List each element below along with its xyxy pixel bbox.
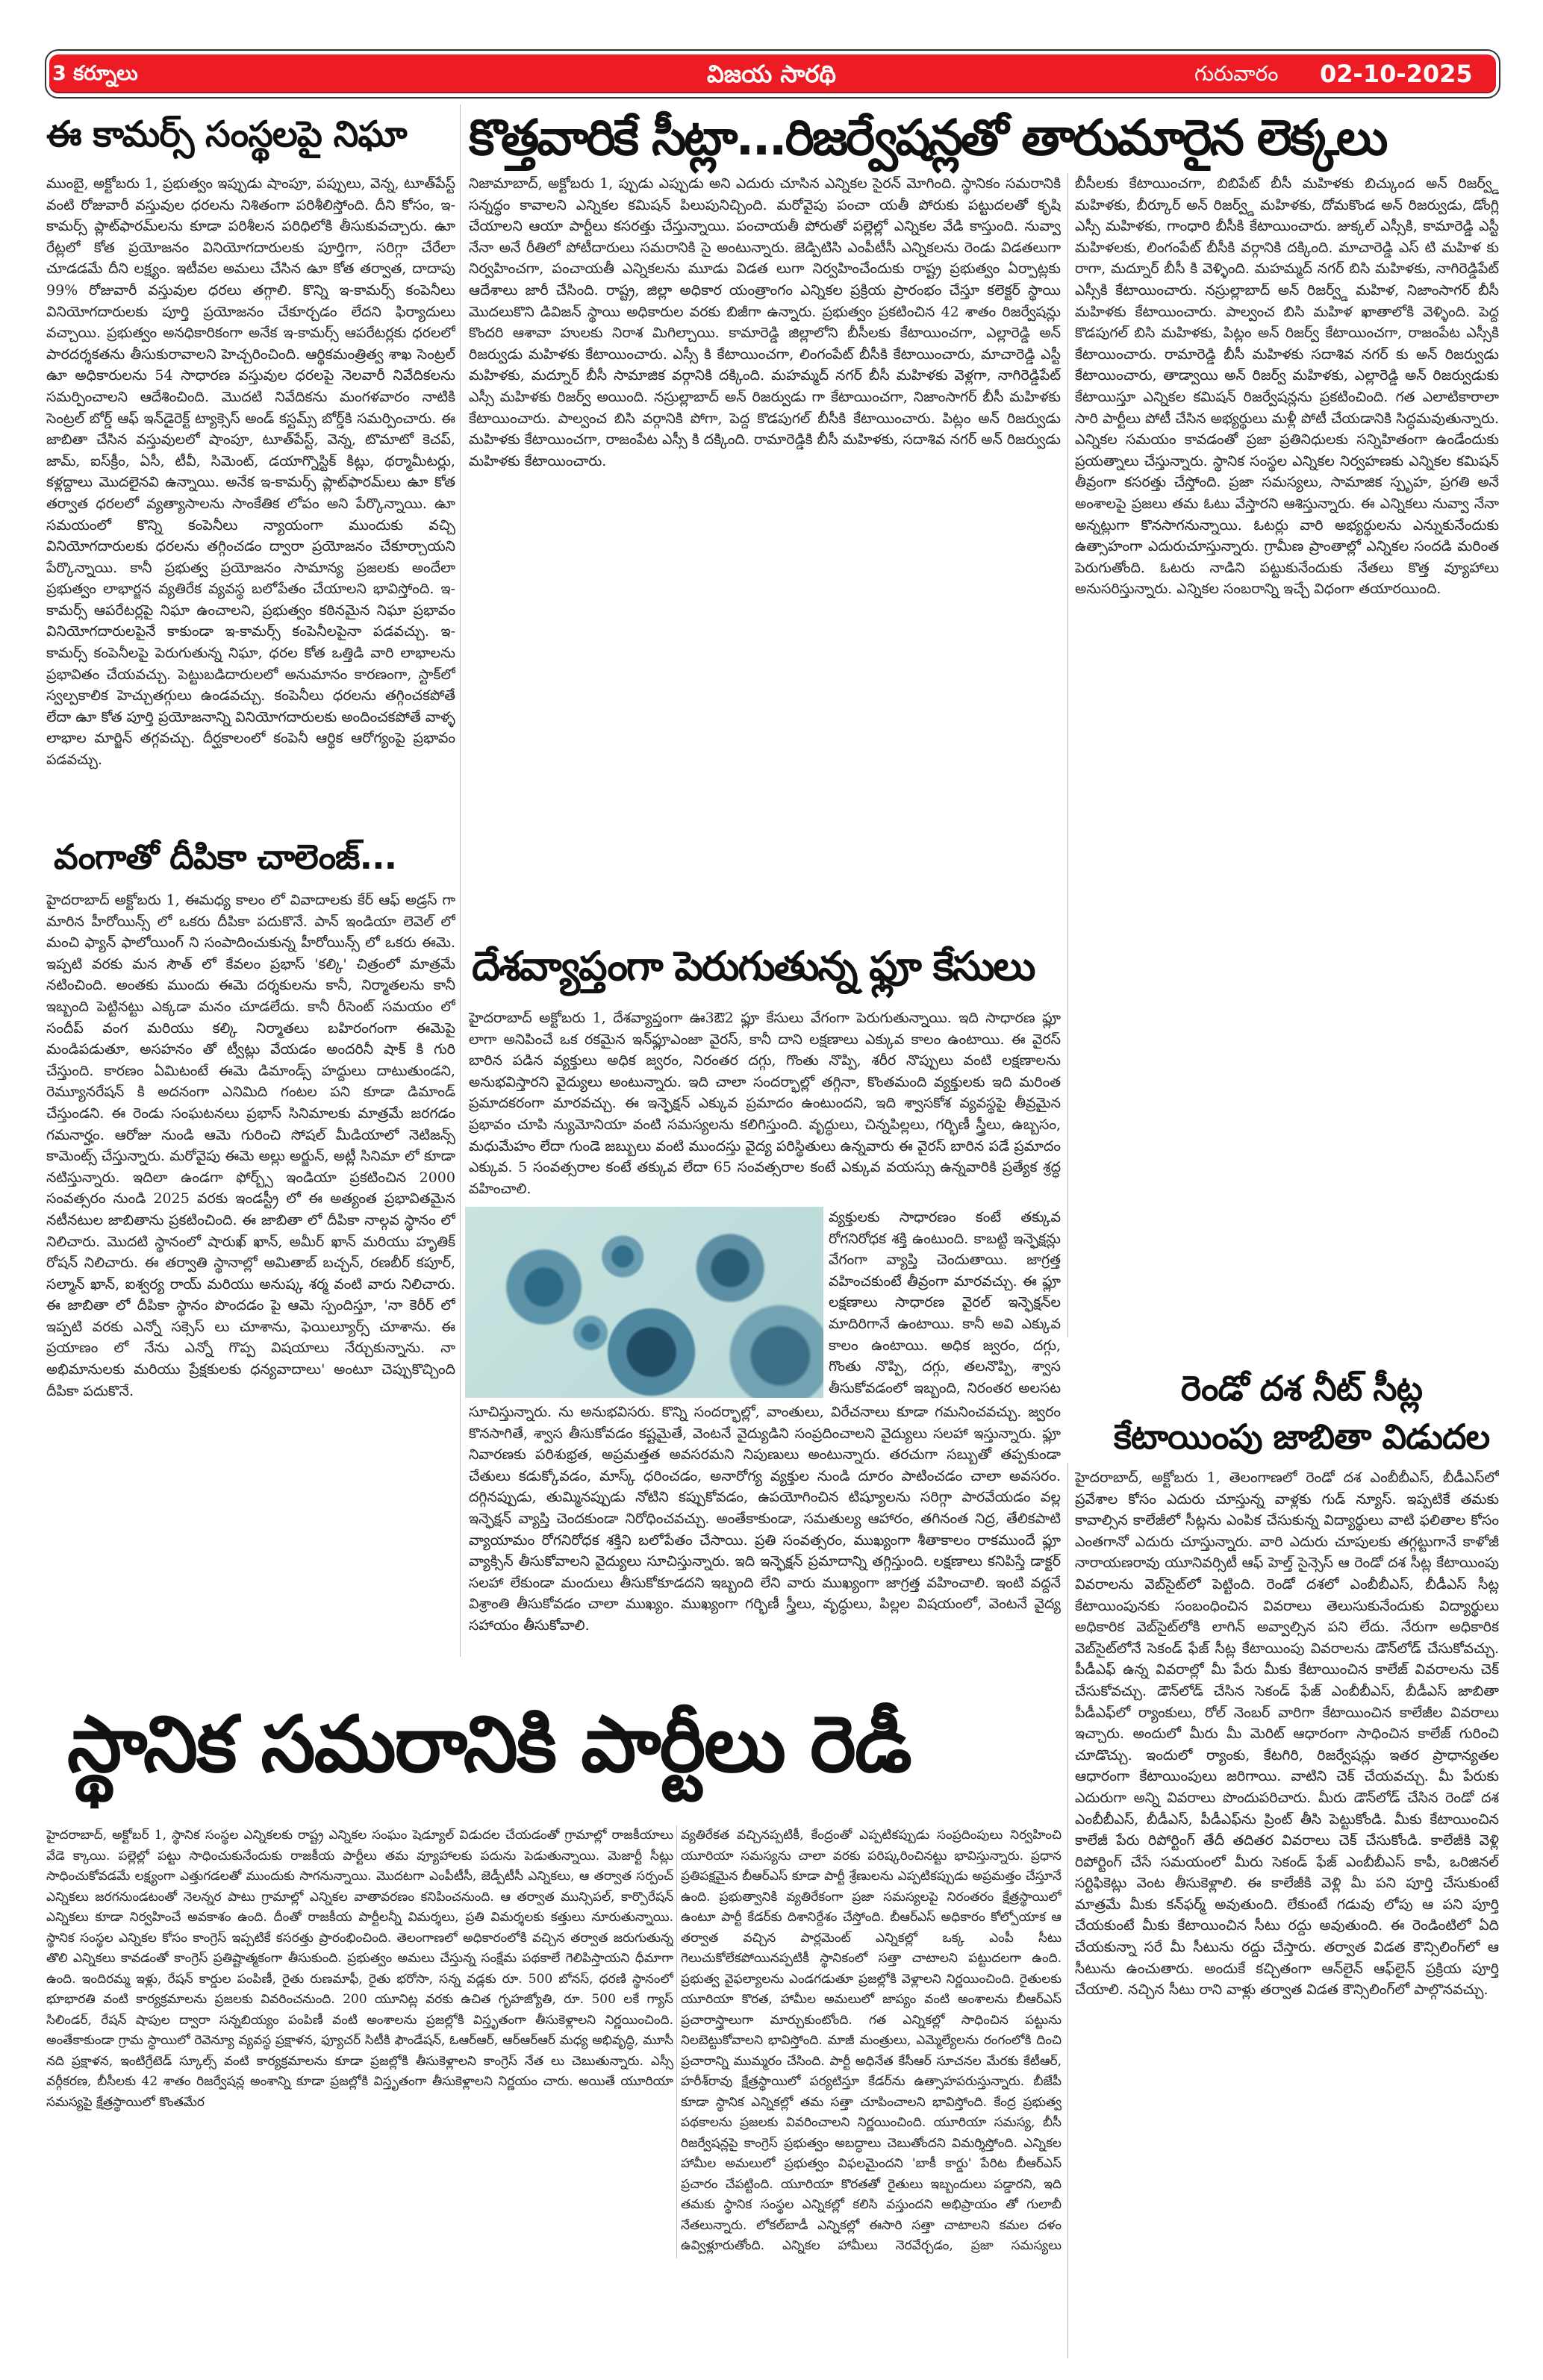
deepika-body: హైదరాబాద్ అక్టోబరు 1, ఈమధ్య కాలం లో వివాదాలకు కేర్ ఆఫ్ అడ్రస్ గా మారిన హీరోయిన్స్ లో ఒకరు దీపికా పదుకొనే. పాన్ ఇండియా లెవెల్ లో మంచి ఫ్యాన్ ఫాలోయింగ్ ని సంపాదించుకున్న హీరోయిన్స్ లో ఒకరు ఈమె. ఇప్పటి వరకు మన సౌత్ లో కేవలం ప్రభాస్ 'కల్కి' చిత్రంలో మాత్రమే నటించింది. అంతకు ముందు ఈమె దర్శకులను కానీ, నిర్మాతలను కానీ ఇబ్బంది పెట్టినట్టు ఎక్కడా మనం చూడలేదు. కానీ రీసెంట్ సమయం లో సందీప్ వంగ మరియు కల్కి నిర్మాతలు బహిరంగంగా ఈమెపై మండిపడుతూ, అసహనం తో ట్వీట్లు వేయడం అందరినీ షాక్ కి గురి చేస్తుంది. కారణం ఏమిటంటే ఈమె డిమాండ్స్ హద్దులు దాటుతుండని, రెమ్యూనరేషన్ కి అదనంగా ఎనిమిది గంటల పని కూడా డిమాండ్ చేస్తుండని. ఈ రెండు సంఘటనలు ప్రభాస్ సినిమాలకు మాత్రమే జరగడం గమనార్హం. ఆరోజు నుండి ఆమె గురించి సోషల్ మీడియాలో నెటిజన్స్ కామెంట్స్ చేస్తున్నారు. మరోవైపు ఈమె అల్లు అర్జున్, అట్లీ సినిమా లో కూడా నటిస్తున్నారు. ఇదిలా ఉండగా ఫోర్బ్స్ ఇండియా ప్రకటించిన 2000 సంవత్సరం నుండి 2025 వరకు ఇండస్ట్రీ లో ఈ అత్యంత ప్రభావితమైన నటీనటుల జాబితాను ప్రకటించింది. ఈ జాబితా లో దీపికా నాల్గవ స్థానం లో నిలిచారు. మొదటి స్థానంలో షారుఖ్ ఖాన్, అమీర్ ఖాన్ మరియు హృతిక్ రోషన్ నిలిచారు. ఈ తర్వాతి స్థానాల్లో అమితాబ్ బచ్చన్, రణబీర్ కపూర్, సల్మాన్ ఖాన్, ఐశ్వర్య రాయ్ మరియు అనుష్క శర్మ వంటి వారు నిలిచారు. ఈ జాబితా లో దీపికా స్థానం పొందడం పై ఆమె స్పందిస్తూ, 'నా కెరీర్ లో ఇప్పటి వరకు ఎన్నో సక్సెస్ లు చూశాను, ఫెయిల్యూర్స్ చూశాను. ఈ ప్రయాణం లో నేను ఎన్నో గొప్ప విషయాలు నేర్చుకున్నాను. నా అభిమానులకు మరియు ప్రేక్షకులకు ధన్యవాదాలు' అంటూ చెప్పుకొచ్చింది దీపికా పదుకొనే. [46,892,455,1399]
page-day: గురువారం [1194,61,1279,86]
reservations-body-continued: బీసీలకు కేటాయించగా, బిబిపేట్ బీసీ మహిళకు బిచ్కుంద అన్ రిజర్వ్డ్ మహిళకు, బీర్కూర్ అన్ రిజర్వ్డ్ మహిళకు, దోమకొండ అన్ రిజర్వుడు, డోంగ్లి ఎస్సీ మహిళకు, గాంధారి బీసీకి కేటాయించారు. జుక్కల్ ఎస్సీకి, కామారెడ్డి ఎస్టీ మహిళలకు, లింగంపేట్ బీసీకి వర్గానికి దక్కింది. మాచారెడ్డి ఎస్ టి మహిళ కు రాగా, మద్నూర్ బీసీ కి వెళ్ళింది. మహమ్మద్ నగర్ బిసి మహిళకు, నాగిరెడ్డిపేట్ ఎస్సీకి కేటాయించారు. నస్రుల్లాబాద్ అన్ రిజర్వ్డ్ మహిళ, నిజాంసాగర్ బీసీ మహిళకు కేటాయించారు. పాల్వంచ బిసి మహిళ ఖాతాలోకి వెళ్ళింది. పెద్ద కొడపుగల్ బిసి మహిళకు, పిట్లం అన్ రిజర్వ్ కేటాయించగా, రాజంపేట ఎస్సీకి కేటాయించారు. రామారెడ్డి బీసీ మహిళకు సదాశివ నగర్ కు అన్ రిజర్వుడు కేటాయించారు, తాడ్వాయి అన్ రిజర్వ్ మహిళకు, ఎల్లారెడ్డి అన్ రిజర్వుడుకు కేటాయిస్తూ ఎన్నికల కమిషన్ రిజర్వేషన్లను ప్రకటించింది. గత ఎలాటికారాలా సారి పార్టీలు పోటీ చేసిన అభ్యర్థులు మళ్లీ పోటీ చేయడానికి సిద్ధమవుతున్నారు. ఎన్నికల సమయం కావడంతో ప్రజా ప్రతినిధులకు సన్నిహితంగా ఉండేందుకు ప్రయత్నాలు చేస్తున్నారు. స్థానిక సంస్థల ఎన్నికల నిర్వహణకు ఎన్నికల కమిషన్ తీవ్రంగా కసరత్తు చేస్తోంది. ప్రజా సమస్యలు, సామాజిక స్పృహ, ప్రగతి అనే అంశాలపై ప్రజలు తమ ఓటు వేస్తారని ఆశిస్తున్నారు. ఈ ఎన్నికలు నువ్వా నేనా అన్నట్లుగా కొనసాగనున్నాయి. ఓటర్లు వారి అభ్యర్థులను ఎన్నుకునేందుకు ఉత్సాహంగా ఎదురుచూస్తున్నారు. గ్రామీణ ప్రాంతాల్లో ఎన్నికల సందడి మరింత పెరుగుతోంది. ఓటరు నాడిని పట్టుకునేందుకు నేతలు కొత్త వ్యూహాలు అనుసరిస్తున్నారు. ఎన్నికల సంబరాన్ని ఇచ్చే విధంగా తయారయింది. [1075,175,1499,598]
virus-photo [465,1207,823,1398]
local-polls-headline: స్థానిక సమరానికి పార్టీలు రెడీ [67,1699,911,1790]
column-rule [1067,1463,1068,2358]
page-date: 02-10-2025 [1320,60,1473,88]
flu-body-side: వ్యక్తులకు సాధారణం కంటే తక్కువ రోగనిరోధక శక్తి ఉంటుంది. కాబట్టి ఇన్ఫెక్షన్లు వేగంగా వ్యాప్తి చెందుతాయి. జాగ్రత్త వహించకుంటే తీవ్రంగా మారవచ్చు. ఈ ఫ్లూ లక్షణాలు సాధారణ వైరల్ ఇన్ఫెక్షన్‌ల మాదిరిగానే ఉంటాయి. కానీ అవి ఎక్కువ కాలం ఉంటాయి. అధిక జ్వరం, దగ్గు, గొంతు నొప్పి, దగ్గు, తలనొప్పి, శ్వాస తీసుకోవడంలో ఇబ్బంది, నిరంతర అలసట [829,1209,1061,1396]
ecommerce-body: ముంబై, అక్టోబరు 1, ప్రభుత్వం ఇప్పుడు షాంపూ, పప్పులు, వెన్న, టూత్‌పేస్ట్ వంటి రోజువారీ వస్తువుల ధరలను నిశితంగా పరిశీలిస్తోంది. దీని కోసం, ఇ-కామర్స్ ప్లాట్‌ఫారమ్‌లను కూడా పరిశీలన పరిధిలోకి తీసుకువచ్చారు. ఉూ రేట్లలో కోత ప్రయోజనం వినియోగదారులకు పూర్తిగా, సరిగ్గా చేరేలా చూడడమే దీని లక్ష్యం. ఇటీవల అమలు చేసిన ఉూ కోత తర్వాత, దాదాపు 99% రోజువారీ వస్తువుల ధరలు తగ్గాలి. కొన్ని ఇ-కామర్స్ కంపెనీలు వినియోగదారులకు పూర్తి ప్రయోజనం చేకూర్చడం లేదని ఫిర్యాదులు వచ్చాయి. ప్రభుత్వం అనధికారికంగా అనేక ఇ-కామర్స్ ఆపరేటర్లకు ధరలలో పారదర్శకతను తీసుకురావాలని హెచ్చరించింది. ఆర్థికమంత్రిత్వ శాఖ సెంట్రల్ ఉూ అధికారులను 54 సాధారణ వస్తువుల ధరలపై నెలవారీ నివేదికలను సమర్పించాలని ఆదేశించింది. మొదటి నివేదికను మంగళవారం నాటికి సెంట్రల్ బోర్డ్ ఆఫ్ ఇన్‌డైరెక్ట్ ట్యాక్సెస్ అండ్ కస్టమ్స్ బోర్డ్‌కి సమర్పించారు. ఈ జాబితా చేసిన వస్తువులలో షాంపూ, టూత్‌పేస్ట్, వెన్న, టొమాటో కెచప్, జామ్, ఐస్‌క్రీం, ఏసీ, టీవీ, సిమెంట్, డయాగ్నొస్టిక్ కిట్లు, థర్మామీటర్లు, కళ్లద్దాలు మొదలైనవి ఉన్నాయి. అనేక ఇ-కామర్స్ ప్లాట్‌ఫారమ్‌లు ఉూ కోత తర్వాత ధరలలో వ్యత్యాసాలను సాంకేతిక లోపం అని పేర్కొన్నాయి. ఉూ సమయంలో కొన్ని కంపెనీలు న్యాయంగా ముందుకు వచ్చి వినియోగదారులకు ధరలను తగ్గించడం ద్వారా ప్రయోజనం చేకూర్చాయని పేర్కొన్నాయి. కానీ ప్రభుత్వ ప్రయోజనం సామాన్య ప్రజలకు అందేలా ప్రభుత్వం లాభార్జన వ్యతిరేక వ్యవస్థ బలోపేతం చేయాలని భావిస్తోంది. ఇ-కామర్స్ ఆపరేటర్లపై నిఘా ఉంచాలని, ప్రభుత్వం కఠినమైన నిఘా ప్రభావం వినియోగదారులపైనే కాకుండా ఇ-కామర్స్ కంపెనీలపైనా పడవచ్చు. ఇ-కామర్స్ కంపెనీలపై పెరుగుతున్న నిఘా, ధరల కోత ఒత్తిడి వారి లాభాలను ప్రభావితం చేయవచ్చు. పెట్టుబడిదారులలో అనుమానం కారణంగా, స్టాక్‌లో స్వల్పకాలిక హెచ్చుతగ్గులు ఉండవచ్చు. కంపెనీలు ధరలను తగ్గించకపోతే లేదా ఉూ కోత పూర్తి ప్రయోజనాన్ని వినియోగదారులకు అందించకపోతే వాళ్ళ లాభాల మార్జిన్ తగ్గవచ్చు. దీర్ఘకాలంలో కంపెనీ ఆర్థిక ఆరోగ్యంపై ప్రభావం పడవచ్చు. [46,175,455,769]
flu-headline: దేశవ్యాప్తంగా పెరుగుతున్న ఫ్లూ కేసులు [472,943,1035,990]
reservations-body: నిజామాబాద్, అక్టోబరు 1, ప్పుడు ఎప్పుడు అని ఎదురు చూసిన ఎన్నికల సైరన్ మోగింది. స్థానికం సమరానికి సన్నద్ధం కావాలని ఎన్నికల కమిషన్ పిలుపునిచ్చింది. మరోవైపు పంచా యతీ పోరుకు పట్టుదలతో కృషి చేయాలని ఆయా పార్టీలు కసరత్తు చేస్తున్నాయి. పంచాయతీ పోరుతో పల్లెల్లో ఎన్నికల వేడి కాస్తుంది. నువ్వా నేనా అనే రీతిలో పోటీదారులు సమరానికి సై అంటున్నారు. జెడ్పిటిసి ఎంపీటీసీ ఎన్నికలను రెండు విడతలుగా నిర్వహించగా, పంచాయతీ ఎన్నికలను మూడు విడత లుగా నిర్వహించేందుకు రాష్ట్ర ప్రభుత్వం ఏర్పాట్లకు ఆదేశాలు జారీ చేసింది. రాష్ట్ర, జిల్లా అధికార యంత్రాంగం ఎన్నికల ప్రక్రియ ప్రారంభం చేస్తూ కలెక్టర్ స్థాయి మొదలుకొని డివిజన్ స్థాయి అధికారుల వరకు బిజీగా ఉన్నారు. ప్రభుత్వం ప్రకటించిన 42 శాతం రిజర్వేషన్లు కొందరి ఆశావా హులకు నిరాశ మిగిల్చాయి. కామారెడ్డి జిల్లాలోని బీసీలకు కేటాయించగా, ఎల్లారెడ్డి అన్ రిజర్వుడు మహిళకు కేటాయించారు. ఎస్సీ కి కేటాయించగా, లింగంపేట్ బీసీకి కేటాయించారు, మాచారెడ్డి ఎస్టీ మహిళకు, మద్నూర్ బీసీ సామాజిక వర్గానికి దక్కింది. మహమ్మద్ నగర్ బీసీ మహిళకు వెళ్లగా, నాగిరెడ్డిపేట్ ఎస్సీ మహిళకు రిజర్వ్ అయింది. నస్రుల్లాబాద్ అన్ రిజర్వుడు గా కేటాయించగా, నిజాంసాగర్ బీసీ మహిళకు కేటాయించారు. పాల్వంచ బిసి వర్గానికి పోగా, పెద్ద కొడపుగల్ బీసీకి కేటాయించారు. పిట్లం అన్ రిజర్వుడు మహిళకు కేటాయించగా, రాజంపేట ఎస్సీ కి దక్కింది. రామారెడ్డికి బీసీ మహిళకు, సదాశివ నగర్ అన్ రిజర్వుడు మహిళకు కేటాయించారు. [469,175,1061,469]
column-rule [676,1825,677,2258]
flu-body-bottom: సూచిస్తున్నారు. ను అనుభవిసరు. కొన్ని సందర్భాల్లో, వాంతులు, విరేచనాలు కూడా గమనించవచ్చు. జ్వరం కొనసాగితే, శ్వాస తీసుకోవడం కష్టమైతే, వెంటనే వైద్యుడిని సంప్రదించాలని వైద్యులు సలహా ఇస్తున్నారు. ఫ్లూ నివారణకు పరిశుభ్రత, అప్రమత్తత అవసరమని నిపుణులు అంటున్నారు. తరచుగా సబ్బుతో తప్పకుండా చేతులు కడుక్కోవడం, మాస్క్ ధరించడం, అనారోగ్య వ్యక్తుల నుండి దూరం పాటించడం చాలా అవసరం. దగ్గినప్పుడు, తుమ్మినప్పుడు నోటిని కప్పుకోవడం, ఉపయోగించిన టిష్యూలను సరిగ్గా పారవేయడం వల్ల ఇన్ఫెక్షన్ వ్యాప్తి చెందకుండా నిరోధించవచ్చు. అంతేకాకుండా, సమతుల్య ఆహారం, తగినంత నిద్ర, తేలికపాటి వ్యాయామం రోగనిరోధక శక్తిని బలోపేతం చేసాయి. ప్రతి సంవత్సరం, ముఖ్యంగా శీతాకాలం రాకముందే ఫ్లూ వ్యాక్సిన్ తీసుకోవాలని వైద్యులు సూచిస్తున్నారు. ఇది ఇన్ఫెక్షన్ ప్రమాదాన్ని తగ్గిస్తుంది. లక్షణాలు కనిపిస్తే డాక్టర్ సలహా లేకుండా మందులు తీసుకోకూడదని ఇబ్బంది లేని వారు ముఖ్యంగా జాగ్రత్త వహించాలి. ఇంటి వద్దనే విశ్రాంతి తీసుకోవడం చాలా ముఖ్యం. ముఖ్యంగా గర్భిణీ స్త్రీలు, వృద్ధులు, పిల్లల విషయంలో, వెంటనే వైద్య సహాయం తీసుకోవాలి. [469,1404,1061,1634]
ecommerce-headline: ఈ కామర్స్ సంస్థలపై నిఘా [46,113,407,155]
flu-body-top: హైదరాబాద్ అక్టోబరు 1, దేశవ్యాప్తంగా ఊ3ఔ2 ఫ్లూ కేసులు వేగంగా పెరుగుతున్నాయి. ఇది సాధారణ ఫ్లూ లాగా అనిపించే ఒక రకమైన ఇన్‌ఫ్లూఎంజా వైరస్, కానీ దాని లక్షణాలు ఎక్కువ కాలం ఉంటాయి. ఈ వైరస్ బారిన పడిన వ్యక్తులు అధిక జ్వరం, నిరంతర దగ్గు, గొంతు నొప్పి, శరీర నొప్పులు వంటి లక్షణాలను అనుభవిస్తారని వైద్యులు అంటున్నారు. ఇది చాలా సందర్భాల్లో తగ్గినా, కొంతమంది వ్యక్తులకు ఇది మరింత ప్రమాదకరంగా మారవచ్చు. ఈ ఇన్ఫెక్షన్ ఎక్కువ ప్రమాదం ఉంటుందని, ఇది శ్వాసకోశ వ్యవస్థపై తీవ్రమైన ప్రభావం చూపి న్యుమోనియా వంటి సమస్యలను కలిగిస్తుంది. వృద్ధులు, చిన్నపిల్లలు, గర్భిణీ స్త్రీలు, ఉబ్బసం, మధుమేహం లేదా గుండె జబ్బులు వంటి ముందస్తు వైద్య పరిస్థితులు ఉన్నవారు ఈ వైరస్ బారిన పడే ప్రమాదం ఎక్కువ. 5 సంవత్సరాల కంటే తక్కువ లేదా 65 సంవత్సరాల కంటే ఎక్కువ వయస్సు ఉన్నవారికి ప్రత్యేక శ్రద్ధ వహించాలి. [469,1010,1061,1197]
column-rule [1067,173,1068,1337]
column-rule [460,104,461,1657]
neet-headline-line1: రెండో దశ నీట్ సీట్ల [1180,1368,1423,1408]
deepika-headline: వంగాతో దీపికా చాలెంజ్... [54,837,397,877]
local-polls-body-col2: వ్యతిరేకత వచ్చినప్పటికీ, కేంద్రంతో ఎప్పటికప్పుడు సంప్రదింపులు నిర్వహించి యూరియా సమస్యను చాలా వరకు పరిష్కరించినట్టు భావిస్తున్నారు. ప్రధాన ప్రతిపక్షమైన బీఆర్ఎస్ కూడా పార్టీ శ్రేణులను ఎప్పటికప్పుడు అప్రమత్తం చేస్తూనే ఉంది. ప్రభుత్వానికి వ్యతిరేకంగా ప్రజా సమస్యలపై నిరంతరం క్షేత్రస్థాయిలో ఉంటూ పార్టీ కేడర్‌కు దిశానిర్దేశం చేస్తోంది. బీఆర్ఎస్ అధికారం కోల్పోయాక ఆ తర్వాత వచ్చిన పార్లమెంట్ ఎన్నికల్లో ఒక్క ఎంపీ సీటు గెలుచుకోలేకపోయినప్పటికీ స్థానికంలో సత్తా చాటాలని పట్టుదలగా ఉంది. ప్రభుత్వ వైఫల్యాలను ఎండగడుతూ ప్రజల్లోకి వెళ్లాలని నిర్ణయించింది. రైతులకు యూరియా కొరత, హామీల అమలులో జాప్యం వంటి అంశాలను బీఆర్ఎస్ ప్రచారాస్త్రాలుగా మార్చుకుంటోంది. గత ఎన్నికల్లో సాధించిన పట్టును నిలబెట్టుకోవాలని భావిస్తోంది. మాజీ మంత్రులు, ఎమ్మెల్యేలను రంగంలోకి దించి ప్రచారాన్ని ముమ్మరం చేసింది. పార్టీ అధినేత కేసీఆర్ సూచనల మేరకు కేటీఆర్, హరీశ్‌రావు క్షేత్రస్థాయిలో పర్యటిస్తూ కేడర్‌ను ఉత్సాహపరుస్తున్నారు. బీజేపీ కూడా స్థానిక ఎన్నికల్లో తమ సత్తా చూపించాలని భావిస్తోంది. కేంద్ర ప్రభుత్వ పథకాలను ప్రజలకు వివరించాలని నిర్ణయించింది. యూరియా సమస్య, బీసీ రిజర్వేషన్లపై కాంగ్రెస్ ప్రభుత్వం అబద్ధాలు చెబుతోందని విమర్శిస్తోంది. ఎన్నికల హామీల అమలులో ప్రభుత్వం విఫలమైందని 'బాకీ కార్డు' పేరిట బీఆర్ఎస్ ప్రచారం చేపట్టింది. యూరియా కొరతతో రైతులు ఇబ్బందులు పడ్డారని, ఇది తమకు స్థానిక సంస్థల ఎన్నికల్లో కలిసి వస్తుందని అభిప్రాయం తో గులాబీ నేతలున్నారు. లోకల్‌బాడీ ఎన్నికల్లో ఈసారి సత్తా చాటాలని కమల దళం ఉవ్విళ్లూరుతోంది. ఎన్నికల హామీలు నెరవేర్చడం, ప్రజా సమస్యలు [681,1828,1062,2253]
neet-headline-line2: కేటాయింపు జాబితా విడుదల [1113,1417,1490,1457]
page-label: 3 కర్నూలు [52,62,138,85]
neet-body: హైదరాబాద్, అక్టోబరు 1, తెలంగాణలో రెండో దశ ఎంబీబీఎస్, బీడీఎస్‌లో ప్రవేశాల కోసం ఎదురు చూస్తున్న వాళ్లకు గుడ్ న్యూస్. ఇప్పటికే తమకు కావాల్సిన కాలేజీలో సీట్లను ఎంపిక చేసుకున్న విద్యార్థులు వాటి ఫలితాల కోసం ఎంతగానో ఎదురు చూస్తున్నారు. వారి ఎదురు చూపులకు తగ్గట్టుగానే కాళోజీ నారాయణరావు యూనివర్సిటీ ఆఫ్ హెల్త్ సైన్సెస్ ఆ రెండో దశ సీట్ల కేటాయింపు వివరాలను వెబ్‌సైట్‌లో పెట్టింది. రెండో దశలో ఎంబీబీఎస్, బీడీఎస్ సీట్ల కేటాయింపునకు సంబంధించిన వివరాలు తెలుసుకునేందుకు విద్యార్థులు అధికారిక వెబ్‌సైట్‌లోకి లాగిన్ అవ్వాల్సిన పని లేదు. నేరుగా అధికారిక వెబ్‌సైట్‌లోనే సెకండ్ ఫేజ్ సీట్ల కేటాయింపు వివరాలను డౌన్‌లోడ్ చేసుకోవచ్చు. పీడీఎఫ్ ఉన్న వివరాల్లో మీ పేరు మీకు కేటాయించిన కాలేజ్ వివరాలను చెక్ చేసుకోవచ్చు. డౌన్‌లోడ్ చేసిన సెకండ్ ఫేజ్ ఎంబీబీఎస్, బీడీఎస్ జాబితా పీడీఎఫ్‌లో ర్యాంకులు, రోల్ నెంబర్ వారిగా కేటాయించిన కాలేజీల వివరాలు ఇచ్చారు. అందులో మీరు మీ మెరిట్ ఆధారంగా సాధించిన కాలేజ్ గురించి చూడొచ్చు. ఇందులో ర్యాంకు, కేటగిరి, రిజర్వేషన్లు ఇతర ప్రాధాన్యతల ఆధారంగా కేటాయింపులు జరిగాయి. వాటిని చెక్ చేయవచ్చు. మీ పేరుకు ఎదురుగా అన్ని వివరాలు పొందుపరిచారు. మీరు డౌన్‌లోడ్ చేసిన రెండో దశ ఎంబీబీఎస్, బీడీఎస్, పీడీఎఫ్‌ను ప్రింట్ తీసి పెట్టుకోండి. మీకు కేటాయించిన కాలేజీ పేరు రిపోర్టింగ్ తేదీ తదితర వివరాలు చెక్ చేసుకోండి. కాలేజీకి వెళ్లి రిపోర్టింగ్ చేసే సమయంలో మీరు సెకండ్ ఫేజ్ ఎంబీబీఎస్ కాపీ, ఒరిజినల్ సర్టిఫికెట్లు వెంట తీసుకెళ్లాలి. ఈ కాలేజీకి వెళ్లి మీ పని పూర్తి చేసుకుంటే మాత్రమే మీకు కన్‌ఫర్మ్ అవుతుంది. లేకుంటే గడువు లోపు ఆ పని పూర్తి చేయకుంటే మీకు కేటాయించిన సీటు రద్దు అవుతుంది. ఈ రెండింటిలో ఏది చేయకున్నా సరే మీ సీటును రద్దు చేస్తారు. తర్వాత విడత కౌన్సిలింగ్‌లో ఆ సీటును ఉంచుతారు. అందుకే కచ్చితంగా ఆన్‌లైన్ ఆఫ్‌లైన్ ప్రక్రియ పూర్తి చేయాలి. నచ్చిన సీటు రాని వాళ్లు తర్వాత విడత కౌన్సిలింగ్‌లో పాల్గొనవచ్చు. [1075,1469,1499,1999]
paper-name: విజయ సారథి [707,60,836,88]
reservations-headline: కొత్తవారికే సీట్లా...రిజర్వేషన్లతో తారుమారైన లెక్కలు [469,109,1386,166]
local-polls-body-col1: హైదరాబాద్, అక్టోబర్ 1, స్థానిక సంస్థల ఎన్నికలకు రాష్ట్ర ఎన్నికల సంఘం షెడ్యూల్ విడుదల చేయడంతో గ్రామాల్లో రాజకీయాలు వేడె క్కాయి. పల్లెల్లో పట్టు సాధించుకునేందుకు రాజకీయ పార్టీలు తమ వ్యూహాలకు పదును పెడుతున్నాయి. మెజార్టీ సీట్లు సాధించుకోవడమే లక్ష్యంగా ఎత్తుగడలతో ముందుకు సాగనున్నాయి. మొదటగా ఎంపీటీసీ, జెడ్పీటీసీ ఎన్నికలు, ఆ తర్వాత సర్పంచ్ ఎన్నికలు జరగనుండటంతో నెలన్నర పాటు గ్రామాల్లో ఎన్నికల వాతావరణం కనిపించనుంది. ఆ తర్వాత మున్సిపల్, కార్పొరేషన్ ఎన్నికలు కూడా నిర్వహించే అవకాశం ఉంది. దీంతో రాజకీయ పార్టీలన్నీ విమర్శలు, ప్రతి విమర్శలకు కత్తులు నూరుతున్నాయి. స్థానిక సంస్థల ఎన్నికల కోసం కాంగ్రెస్ ఇప్పటికే కసరత్తు ప్రారంభించింది. తెలంగాణలో అధికారంలోకి వచ్చిన తర్వాత జరుగుతున్న తొలి ఎన్నికలు కావడంతో కాంగ్రెస్ ప్రతిష్టాత్మకంగా తీసుకుంది. ప్రభుత్వం అమలు చేస్తున్న సంక్షేమ పథకాలే గెలిపిస్తాయని ధీమాగా ఉంది. ఇందిరమ్మ ఇళ్లు, రేషన్ కార్డుల పంపిణీ, రైతు రుణమాఫీ, రైతు భరోసా, సన్న వడ్లకు రూ. 500 బోనస్, ధరణి స్థానంలో భూభారతి వంటి కార్యక్రమాలను ప్రజలకు వివరించనుంది. 200 యూనిట్ల వరకు ఉచిత గృహజ్యోతి, రూ. 500 లకే గ్యాస్ సిలిండర్, రేషన్ షాపుల ద్వారా సన్నబియ్యం పంపిణీ వంటి అంశాలను ప్రజల్లోకి విస్తృతంగా తీసుకెళ్లాలని నిర్ణయించింది. అంతేకాకుండా గ్రామ స్థాయిలో రెవెన్యూ వ్యవస్థ ప్రక్షాళన, ఫ్యూచర్ సిటీకి ఫౌండేషన్, ఓఆర్ఆర్, ఆర్ఆర్ఆర్ మధ్య అభివృద్ధి, మూసీ నది ప్రక్షాళన, ఇంటిగ్రేటెడ్ స్కూల్స్ వంటి కార్యక్రమాలను కూడా ప్రజల్లోకి తీసుకెళ్లాలని కాంగ్రెస్ నేత లు చెబుతున్నారు. ఎస్సీ వర్గీకరణ, బీసీలకు 42 శాతం రిజర్వేషన్ల అంశాన్ని కూడా ప్రజల్లోకి విస్తృతంగా తీసుకెళ్లాలని నిర్ణయం చారు. అయితే యూరియా సమస్యపై క్షేత్రస్థాయిలో కొంతమేర [46,1828,673,2110]
